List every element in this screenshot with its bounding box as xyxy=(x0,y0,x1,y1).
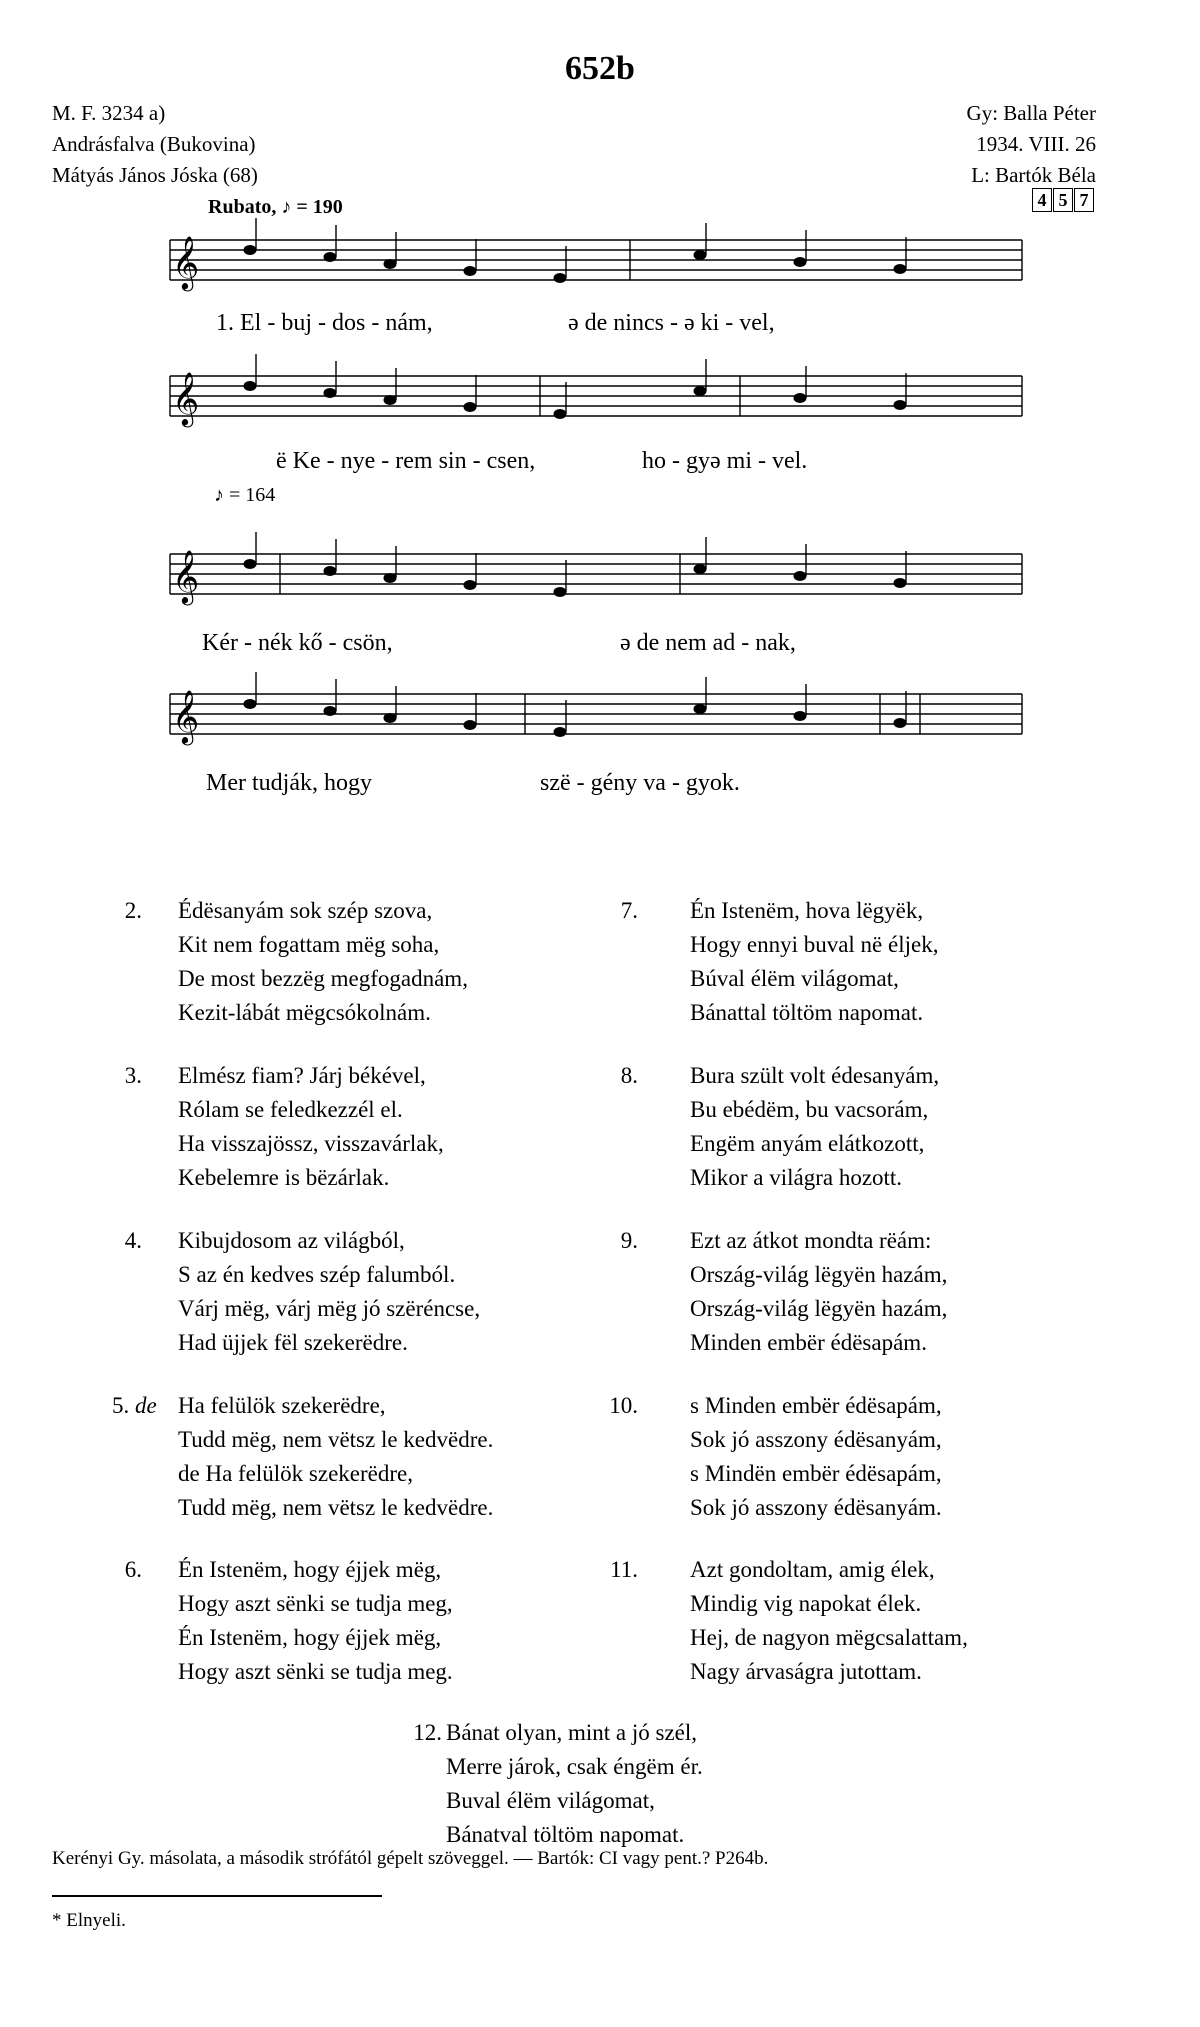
note-head xyxy=(464,581,476,590)
verse-line: Búval élëm világomat, xyxy=(690,966,899,991)
lyric-line: ho - gyə mi - vel. xyxy=(642,448,808,474)
lyric-line: szë - gény va - gyok. xyxy=(540,770,740,796)
verse-line: Had üjjek fël szekerëdre. xyxy=(178,1330,408,1355)
verse-line: Én Istenëm, hova lëgyëk, xyxy=(690,898,924,923)
verse-line: Ha felülök szekerëdre, xyxy=(178,1393,386,1418)
class-box: 4 xyxy=(1032,188,1052,212)
verse-number: 8. xyxy=(620,1063,638,1088)
note-head xyxy=(894,265,906,274)
treble-clef-icon: 𝄞 xyxy=(172,235,200,289)
note-head xyxy=(384,574,396,583)
verse-line: Ezt az átkot mondta rëám: xyxy=(690,1228,932,1253)
note-head xyxy=(244,246,256,255)
note-head xyxy=(794,712,806,721)
verse-line: Nagy árvaságra jutottam. xyxy=(690,1659,922,1684)
note-head xyxy=(244,560,256,569)
verse-line: Kibujdosom az világból, xyxy=(178,1228,405,1253)
verse-line: Kit nem fogattam mëg soha, xyxy=(178,932,440,957)
note-head xyxy=(384,396,396,405)
note-head xyxy=(324,707,336,716)
verse xyxy=(690,1553,968,1689)
note-head xyxy=(894,401,906,410)
verse-line: s Mindën embër édësapám, xyxy=(690,1461,942,1486)
verse-line: Ha visszajössz, visszavárlak, xyxy=(178,1131,444,1156)
verse xyxy=(178,1224,480,1360)
verse-number: 9. xyxy=(620,1228,638,1253)
note-head xyxy=(894,579,906,588)
note-head xyxy=(694,705,706,714)
note-head xyxy=(694,565,706,574)
verse-line: Sok jó asszony édësanyám. xyxy=(690,1495,942,1520)
verse-line: Tudd mëg, nem vëtsz le kedvëdre. xyxy=(178,1495,494,1520)
lyric-line: ë Ke - nye - rem sin - csen, xyxy=(276,448,536,474)
verse-line: Bánatval töltöm napomat. xyxy=(446,1822,685,1847)
verse-line: Hogy ennyi buval në éljek, xyxy=(690,932,939,957)
page-title: 652b xyxy=(565,50,635,87)
verse-line: Kezit-lábát mëgcsókolnám. xyxy=(178,1000,431,1025)
verse-line: Minden embër édësapám. xyxy=(690,1330,927,1355)
verse-line: Hogy aszt sënki se tudja meg, xyxy=(178,1591,453,1616)
verse-line: s Minden embër édësapám, xyxy=(690,1393,942,1418)
note-head xyxy=(694,251,706,260)
verse-number: 10. xyxy=(609,1393,638,1418)
verse-line: De most bezzëg megfogadnám, xyxy=(178,966,468,991)
verse-line: Rólam se feledkezzél el. xyxy=(178,1097,403,1122)
note-head xyxy=(464,721,476,730)
verse-line: Merre járok, csak éngëm ér. xyxy=(446,1754,703,1779)
verse xyxy=(178,1553,453,1689)
verse-line: Hej, de nagyon mëgcsalattam, xyxy=(690,1625,968,1650)
note-head xyxy=(554,728,566,737)
verse-number: 4. xyxy=(124,1228,142,1253)
note-head xyxy=(384,260,396,269)
verse-line: Ország-világ lëgyën hazám, xyxy=(690,1296,948,1321)
singer: Mátyás János Jóska (68) xyxy=(52,163,258,187)
footnote: * Elnyeli. xyxy=(52,1910,126,1931)
lyric-line: Mer tudják, hogy xyxy=(206,770,372,796)
verse-number: 12. xyxy=(413,1720,442,1745)
verse xyxy=(690,894,938,1030)
note-head xyxy=(324,253,336,262)
verse xyxy=(690,1389,942,1525)
lyric-line: Kér - nék kő - csön, xyxy=(202,630,393,656)
note-head xyxy=(244,700,256,709)
verse-number: 6. xyxy=(124,1557,142,1582)
verse-line: Ország-világ lëgyën hazám, xyxy=(690,1262,948,1287)
note-head xyxy=(384,714,396,723)
village: Andrásfalva (Bukovina) xyxy=(52,132,256,156)
verse-line: Tudd mëg, nem vëtsz le kedvëdre. xyxy=(178,1427,494,1452)
verse-line: Mindig vig napokat élek. xyxy=(690,1591,922,1616)
verse xyxy=(178,1389,493,1525)
verse-line: Sok jó asszony édësanyám, xyxy=(690,1427,942,1452)
note-head xyxy=(324,567,336,576)
note-head xyxy=(794,572,806,581)
lyric-line: 1. El - buj - dos - nám, xyxy=(216,310,433,336)
verse-line: Mikor a világra hozott. xyxy=(690,1165,903,1190)
verse-line: Buval élëm világomat, xyxy=(446,1788,655,1813)
collector: Gy: Balla Péter xyxy=(966,101,1096,125)
verse-number: 2. xyxy=(124,898,142,923)
verse-line: Azt gondoltam, amig élek, xyxy=(690,1557,935,1582)
verse-number: 5. de xyxy=(112,1393,157,1418)
class-box: 7 xyxy=(1074,188,1094,212)
verse-line: Kebelemre is bëzárlak. xyxy=(178,1165,390,1190)
note-head xyxy=(694,387,706,396)
verse-line: Bu ebédëm, bu vacsorám, xyxy=(690,1097,929,1122)
note-head xyxy=(794,394,806,403)
verse-prefix: de xyxy=(135,1393,157,1418)
verse-line: Én Istenëm, hogy éjjek mëg, xyxy=(178,1625,442,1650)
source-note: Kerényi Gy. másolata, a második strófától gépelt szöveggel. — Bartók: CI vagy pent.? P264b. xyxy=(52,1848,769,1869)
verse-line: Bánat olyan, mint a jó szél, xyxy=(446,1720,698,1745)
verse-line: S az én kedves szép falumból. xyxy=(178,1262,456,1287)
verse-line: Bánattal töltöm napomat. xyxy=(690,1000,924,1025)
verse xyxy=(690,1059,939,1195)
verse xyxy=(178,894,468,1030)
note-head xyxy=(324,389,336,398)
verse-line: Engëm anyám elátkozott, xyxy=(690,1131,925,1156)
note-head xyxy=(464,403,476,412)
verse-number: 3. xyxy=(124,1063,142,1088)
verse-number: 7. xyxy=(620,898,638,923)
note-head xyxy=(794,258,806,267)
verse-line: Elmész fiam? Járj békével, xyxy=(178,1063,426,1088)
treble-clef-icon: 𝄞 xyxy=(172,689,200,743)
verse xyxy=(178,1059,444,1195)
lyric-line: ə de nincs - ə ki - vel, xyxy=(568,310,775,336)
tempo-marking: Rubato, ♪ = 190 xyxy=(208,196,343,218)
verse-number: 11. xyxy=(610,1557,638,1582)
tempo-change-marking: ♪ = 164 xyxy=(214,484,276,506)
collection-number: M. F. 3234 a) xyxy=(52,101,166,125)
footnote-divider xyxy=(52,1895,382,1897)
treble-clef-icon: 𝄞 xyxy=(172,549,200,603)
verse-line: Én Istenëm, hogy éjjek mëg, xyxy=(178,1557,442,1582)
note-head xyxy=(554,588,566,597)
verse-line: Bura szült volt édesanyám, xyxy=(690,1063,940,1088)
lyric-line: ə de nem ad - nak, xyxy=(620,630,796,656)
collection-date: 1934. VIII. 26 xyxy=(976,132,1096,156)
note-head xyxy=(554,410,566,419)
note-head xyxy=(464,267,476,276)
verse xyxy=(690,1224,947,1360)
note-head xyxy=(554,274,566,283)
class-box: 5 xyxy=(1053,188,1073,212)
verse-line: Hogy aszt sënki se tudja meg. xyxy=(178,1659,453,1684)
verse-line: Várj mëg, várj mëg jó szëréncse, xyxy=(178,1296,481,1321)
verse-line: Édësanyám sok szép szova, xyxy=(178,898,433,923)
note-head xyxy=(894,719,906,728)
verse xyxy=(446,1716,703,1852)
note-head xyxy=(244,382,256,391)
verse-line: de Ha felülök szekerëdre, xyxy=(178,1461,413,1486)
treble-clef-icon: 𝄞 xyxy=(172,371,200,425)
transcriber: L: Bartók Béla xyxy=(971,163,1096,187)
